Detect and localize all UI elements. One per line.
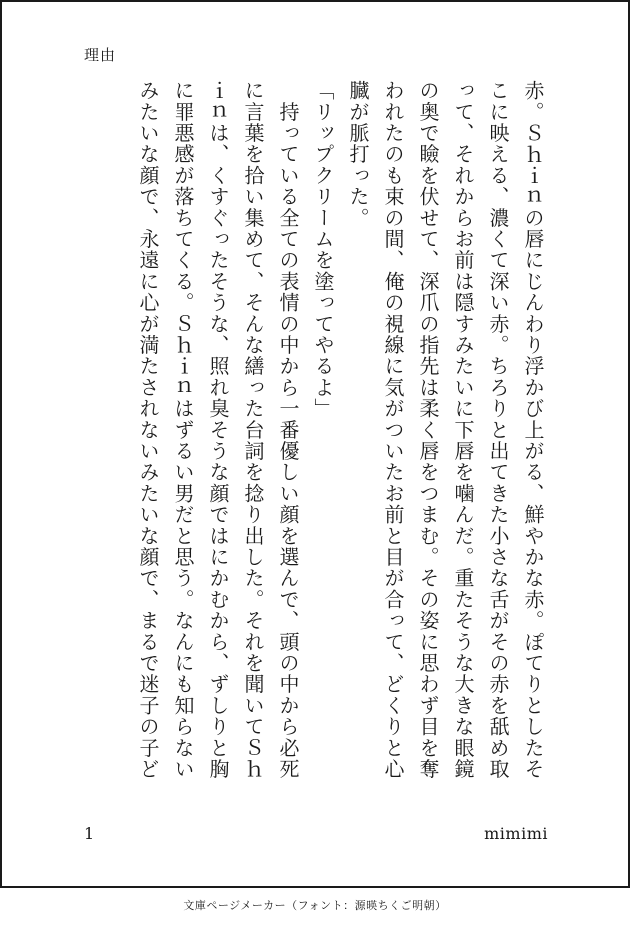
author-name: mimimi — [484, 824, 548, 843]
vertical-body-text — [80, 80, 550, 790]
page-header-title: 理由 — [84, 46, 117, 64]
paragraph-2: 持っている全ての表情の中から一番優しい顔を選んで、頭の中から必死に言葉を拾い集めて、そんな繕った台詞を捻り出した。それを聞いてＳｈｉｎは、くすぐったそうな、照れ臭そうな顔ではにかむから、ずしりと胸に罪悪感が落ちてくる。Ｓｈｉｎはずるい男だと思う。なんにも知らないみたいな顔で、永遠に心が満たされないみたいな顔で、まるで迷子の子ど — [136, 80, 300, 780]
page-number: 1 — [84, 824, 95, 843]
paragraph-1: 赤。Ｓｈｉｎの唇にじんわり浮かび上がる、鮮やかな赤。ぽてりとしたそこに映える、濃くて深い赤。ちろりと出てきた小さな舌がその赤を舐め取って、それからお前は隠すみたいに下唇を噛んだ。重たそうな大きな眼鏡の奥で瞼を伏せて、深爪の指先は柔く唇をつまむ。その姿に思わず目を奪われたのも束の間、俺の視線に気がついたお前と目が合って、どくりと心臓が脈打った。 — [346, 80, 545, 780]
generator-credit: 文庫ページメーカー（フォント：源暎ちくご明朝） — [183, 899, 447, 912]
paragraph-dialogue: 「リップクリームを塗ってやるよ」 — [311, 80, 335, 420]
